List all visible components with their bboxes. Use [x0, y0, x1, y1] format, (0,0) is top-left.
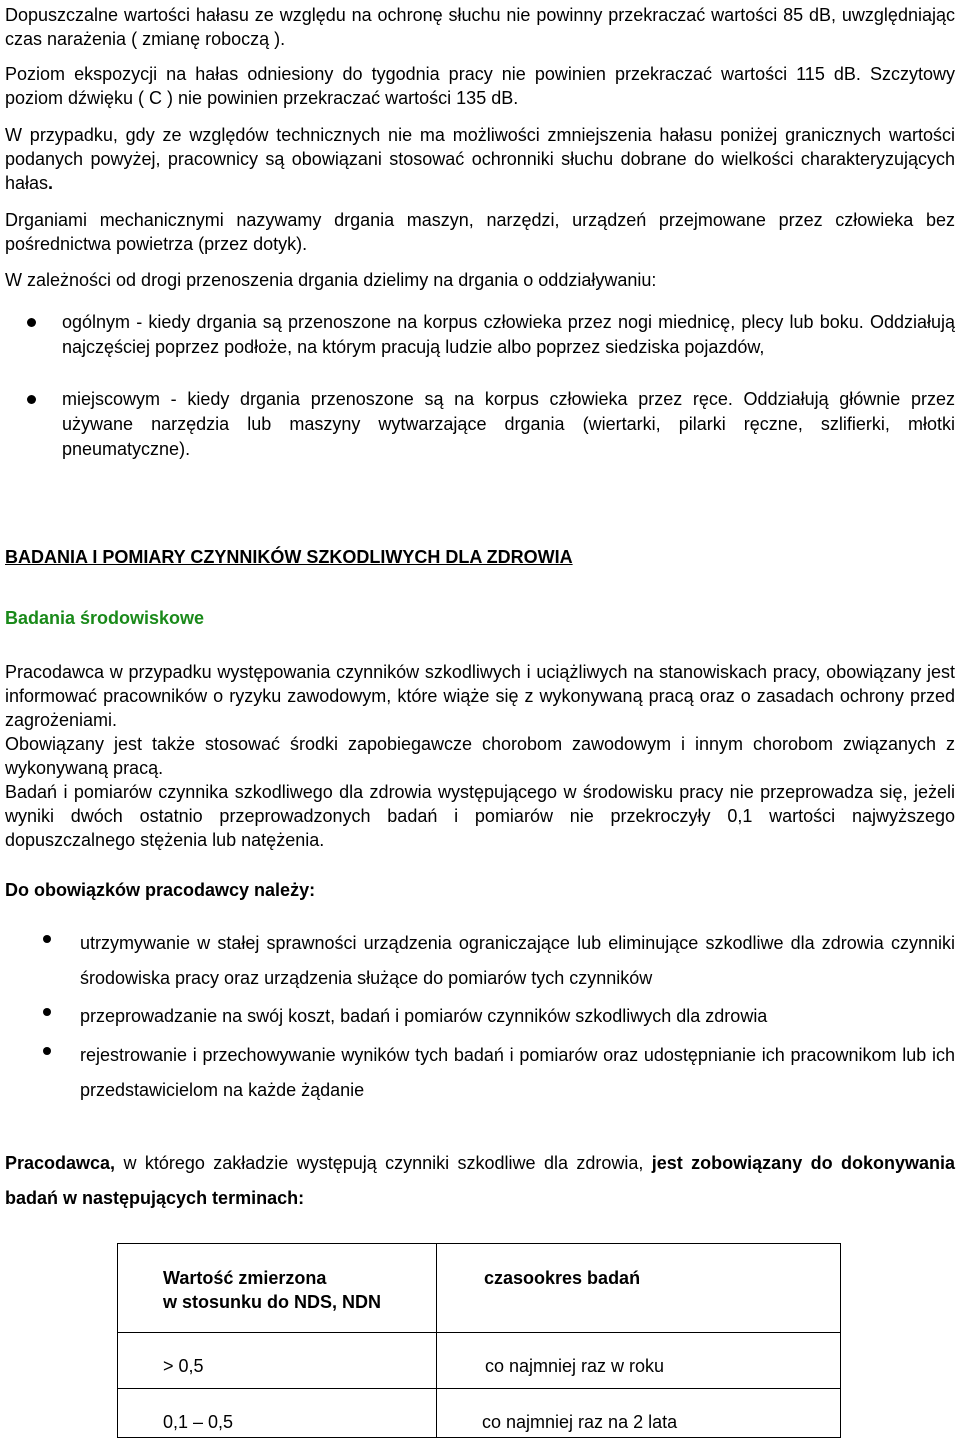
- employer-bold-start: Pracodawca,: [5, 1153, 116, 1173]
- table-header-period: czasookres badań: [484, 1268, 641, 1288]
- table-cell-value: > 0,5: [163, 1356, 204, 1376]
- duties-heading: Do obowiązków pracodawcy należy:: [5, 880, 316, 900]
- paragraph-vibration-definition: Drganiami mechanicznymi nazywamy drgania maszyn, narzędzi, urządzeń przejmowane przez człowieka bez pośrednictwa powietrza (przez dotyk).: [5, 210, 955, 254]
- table-cell-period: co najmniej raz w roku: [485, 1356, 665, 1376]
- list-item-duty-measure: przeprowadzanie na swój koszt, badań i pomiarów czynników szkodliwych dla zdrowia: [80, 1006, 768, 1026]
- table-cell: [437, 1333, 841, 1389]
- employer-bold-end: jest zobowiązany do dokonywania badań w następujących terminach:: [5, 1153, 955, 1208]
- table-cell-value: 0,1 – 0,5: [163, 1412, 234, 1432]
- paragraph-employer-prevent: Obowiązany jest także stosować środki zapobiegawcze chorobom zawodowym i innym chorobom związanych z wykonywaną pracą.: [5, 734, 955, 778]
- bullet-icon: [43, 935, 51, 943]
- section-title: BADANIA I POMIARY CZYNNIKÓW SZKODLIWYCH DLA ZDROWIA: [5, 547, 573, 567]
- table-cell-period: co najmniej raz na 2 lata: [482, 1412, 678, 1432]
- paragraph-employer-inform: Pracodawca w przypadku występowania czynników szkodliwych i uciążliwych na stanowiskach pracy, obowiązany jest informować pracowników o ryzyku zawodowym, które wiąże się z wykonywaną pracą oraz o zasadach ochrony przed zagrożeniami.: [5, 662, 955, 730]
- list-item-duty-register: rejestrowanie i przechowywanie wyników tych badań i pomiarów oraz udostępnianie ich pracownikom lub ich przedstawicielom na każde żądanie: [80, 1045, 955, 1100]
- paragraph-employer-terms: [5, 1146, 955, 1216]
- paragraph-exposure-level: Poziom ekspozycji na hałas odniesiony do tygodnia pracy nie powinien przekraczać wartości 115 dB. Szczytowy poziom dźwięku ( C ) nie powinien przekraczać wartości 135 dB.: [5, 64, 955, 108]
- section-subtitle: Badania środowiskowe: [5, 608, 205, 628]
- list-item-vibration-general: ogólnym - kiedy drgania są przenoszone na korpus człowieka przez nogi miednicę, plecy lub boku. Oddziałują najczęściej poprzez podłoże, na którym pracują ludzie albo poprzez siedziska pojazdów,: [62, 312, 955, 357]
- table-cell: [437, 1389, 841, 1438]
- table-header-value-line2: w stosunku do NDS, NDN: [163, 1292, 382, 1312]
- measurement-terms-table: [117, 1243, 841, 1438]
- paragraph-measurement-exemption: Badań i pomiarów czynnika szkodliwego dla zdrowia występującego w środowisku pracy nie przeprowadza się, jeżeli wyniki dwóch ostatnio przeprowadzonych badań i pomiarów nie przekroczyły 0,1 wartości najwyższego dopuszczalnego stężenia lub natężenia.: [5, 782, 955, 850]
- list-item-vibration-local: miejscowym - kiedy drgania przenoszone są na korpus człowieka przez ręce. Oddziałują głównie przez używane narzędzia lub maszyny wytwarzające drgania (wiertarki, pilarki ręczne, szlifierki, młotki pneumatyczne).: [62, 389, 955, 459]
- paragraph-vibration-types: W zależności od drogi przenoszenia drgania dzielimy na drgania o oddziaływaniu:: [5, 270, 657, 290]
- list-item-duty-maintain: utrzymywanie w stałej sprawności urządzenia ograniczające lub eliminujące szkodliwe dla zdrowia czynniki środowiska pracy oraz urządzenia służące do pomiarów tych czynników: [80, 933, 955, 988]
- table-row: [118, 1389, 841, 1438]
- paragraph-hearing-protection-end: .: [48, 173, 54, 193]
- bullet-icon: [43, 1047, 51, 1055]
- table-header-cell: [437, 1244, 841, 1333]
- paragraph-noise-limit: Dopuszczalne wartości hałasu ze względu na ochronę słuchu nie powinny przekraczać wartości 85 dB, uwzględniając czas narażenia ( zmianę roboczą ).: [5, 5, 955, 49]
- paragraph-hearing-protection: [5, 123, 955, 195]
- bullet-icon: [27, 395, 36, 404]
- table-cell: [118, 1389, 437, 1438]
- paragraph-hearing-protection-text: W przypadku, gdy ze względów technicznych nie ma możliwości zmniejszenia hałasu poniżej granicznych wartości podanych powyżej, pracownicy są obowiązani stosować ochronniki słuchu dobrane do wielkości charakteryzujących hałas: [5, 125, 955, 193]
- table-header-row: [118, 1244, 841, 1333]
- bullet-icon: [27, 318, 36, 327]
- table-row: [118, 1333, 841, 1389]
- bullet-icon: [43, 1008, 51, 1016]
- table-header-cell: [118, 1244, 437, 1333]
- table-header-value-line1: Wartość zmierzona: [163, 1268, 327, 1288]
- table-cell: [118, 1333, 437, 1389]
- employer-normal: w którego zakładzie występują czynniki szkodliwe dla zdrowia,: [115, 1153, 652, 1173]
